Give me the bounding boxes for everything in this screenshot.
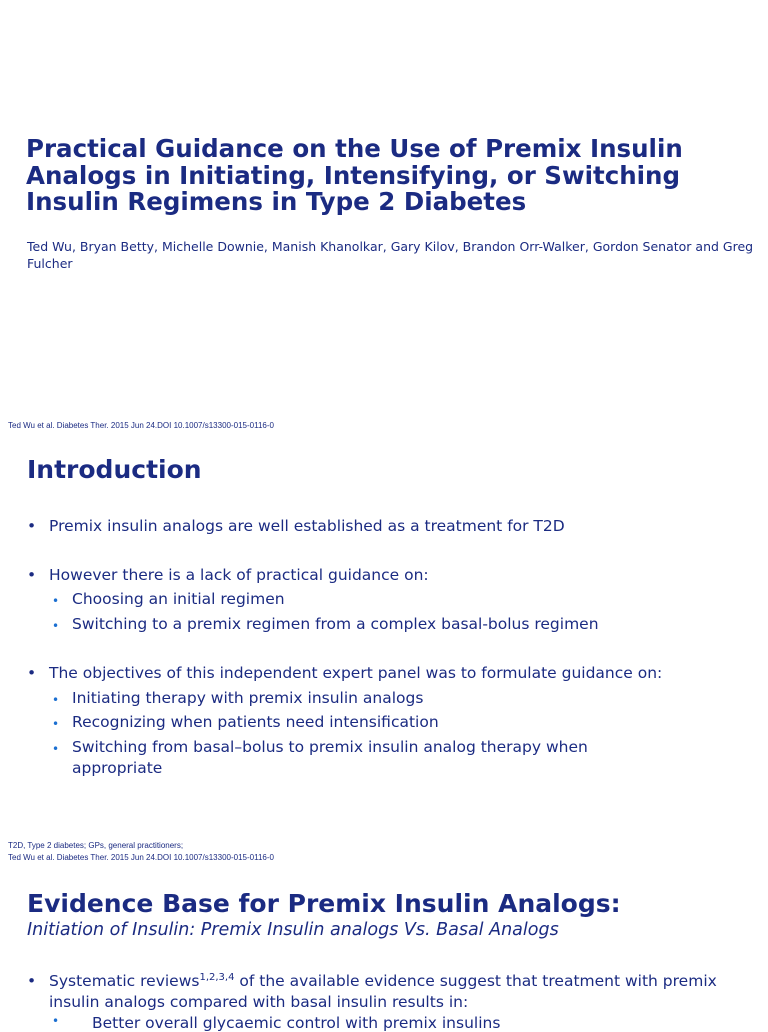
- slide2-footnote-ref: Ted Wu et al. Diabetes Ther. 2015 Jun 24.DOI 10.1007/s13300-015-0116-0: [8, 853, 274, 862]
- slide3-bullet-1: • Systematic reviews$^{1,2,3,4}$ of the available evidence suggest that treatment with premix insulin analogs compared with basal insulin results in:: [27, 972, 717, 1011]
- slide3-subheading: Initiation of Insulin: Premix Insulin analogs Vs. Basal Analogs: [27, 920, 559, 940]
- slide2-bullet-3: • The objectives of this independent expert panel was to formulate guidance on:: [27, 664, 663, 682]
- slide1-title: Practical Guidance on the Use of Premix Insulin Analogs in Initiating, Intensifying, or Switching Insulin Regimens in Type 2 Diabetes: [26, 134, 683, 216]
- slide3-heading: Evidence Base for Premix Insulin Analogs:: [27, 889, 621, 918]
- slide2-footnote-abbrev: T2D, Type 2 diabetes; GPs, general practitioners;: [8, 841, 184, 850]
- slide2-bullet-2: • However there is a lack of practical guidance on:: [27, 566, 429, 584]
- slide1-authors: Ted Wu, Bryan Betty, Michelle Downie, Manish Khanolkar, Gary Kilov, Brandon Orr-Walker, Gordon Senator and Greg Fulcher: [27, 239, 754, 271]
- slide1-footnote: Ted Wu et al. Diabetes Ther. 2015 Jun 24.DOI 10.1007/s13300-015-0116-0: [8, 421, 274, 430]
- sub-bullet-dot: •: [52, 717, 60, 731]
- slide2-bullet-1: • Premix insulin analogs are well established as a treatment for T2D: [27, 517, 565, 535]
- sub-bullet-dot: •: [52, 742, 60, 756]
- slide2-bullet-2-sub-2: • Switching to a premix regimen from a complex basal-bolus regimen: [72, 614, 752, 635]
- slide2-bullet-3-sub-2: • Recognizing when patients need intensification: [72, 712, 752, 733]
- slide2-heading: Introduction: [27, 455, 202, 484]
- bullet-dot: •: [27, 664, 37, 682]
- slide3-bullet-1-sub-1: • Better overall glycaemic control with premix insulins: [52, 1014, 501, 1032]
- slide2-bullet-3-sub-3: • Switching from basal–bolus to premix insulin analog therapy when appropriate: [52, 738, 588, 777]
- sub-bullet-dot: •: [52, 619, 60, 633]
- bullet-dot: •: [27, 972, 37, 990]
- bullet-dot: •: [27, 517, 37, 535]
- slide2-bullet-3-sub-1: • Initiating therapy with premix insulin analogs: [72, 688, 752, 709]
- bullet-dot: •: [27, 566, 37, 584]
- sub-bullet-dot: •: [52, 594, 60, 608]
- sub-bullet-dot: •: [52, 693, 60, 707]
- citation-superscript: 1,2,3,4: [199, 972, 235, 983]
- slide2-bullet-2-sub-1: • Choosing an initial regimen: [72, 589, 752, 610]
- sub-bullet-dot: •: [52, 1014, 60, 1028]
